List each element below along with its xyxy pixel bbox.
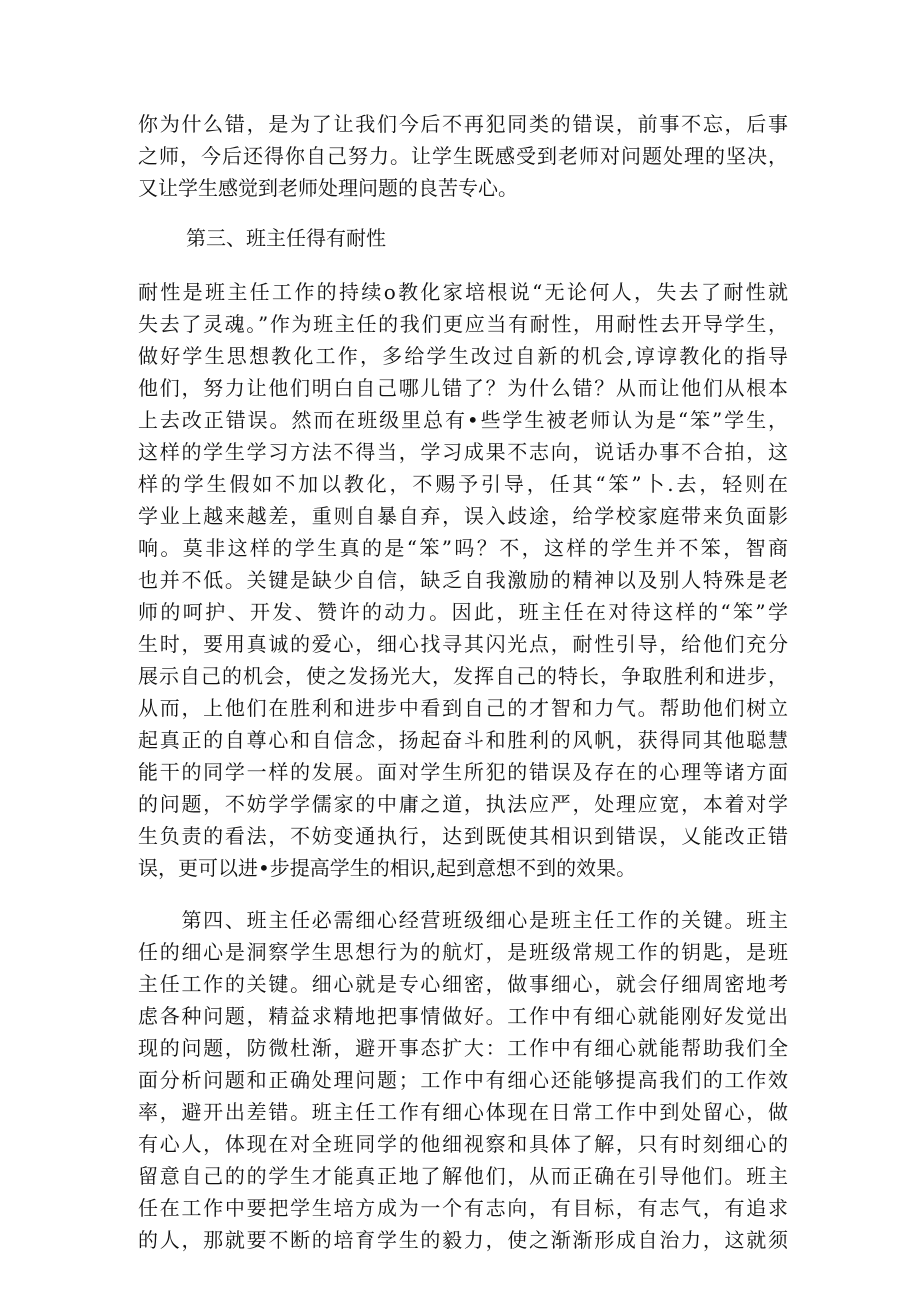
text-line: 他们，努力让他们明白自己哪儿错了？为什么错？从而让他们从根本 [138, 376, 788, 400]
text-line: 耐性是班主任工作的持续o教化家培根说“无论何人，失去了耐性就 [138, 280, 788, 304]
text-line: 面分析问题和正确处理问题；工作中有细心还能够提高我们的工作效 [138, 1068, 788, 1092]
text-line: 任的细心是洞察学生思想行为的航灯，是班级常规工作的钥匙，是班 [138, 940, 788, 964]
text-line: 又让学生感觉到老师处理问题的良苦专心。 [138, 176, 518, 200]
paragraph-2 [138, 276, 788, 884]
text-line: 生时，要用真诚的爱心，细心找寻其闪光点，耐性引导，给他们充分 [138, 632, 788, 656]
text-line: 从而，上他们在胜利和进步中看到自己的才智和力气。帮助他们树立 [138, 696, 788, 720]
text-line: 展示自己的机会，使之发扬光大，发挥自己的特长，争取胜利和进步， [138, 664, 788, 688]
text-line: 你为什么错，是为了让我们今后不再犯同类的错误，前事不忘，后事 [138, 112, 788, 136]
text-line: 起真正的自尊心和自信念，扬起奋斗和胜利的风帆，获得同其他聪慧 [138, 728, 788, 752]
text-line: 这样的学生学习方法不得当，学习成果不志向，说话办事不合拍，这 [138, 440, 788, 464]
text-line: 失去了灵魂。”作为班主任的我们更应当有耐性，用耐性去开导学生， [138, 312, 788, 336]
paragraph-3 [138, 904, 788, 1256]
section-3-heading: 第三、班主任得有耐性 [186, 226, 386, 250]
text-line: 师的呵护、开发、赞许的动力。因此，班主任在对待这样的“笨”学 [138, 600, 788, 624]
text-line: 样的学生假如不加以教化，不赐予引导，任其“笨”卜.去，轻则在 [138, 472, 788, 496]
text-line: 学业上越来越差，重则自暴自弃，误入歧途，给学校家庭带来负面影 [138, 504, 788, 528]
text-line: 留意自己的的学生才能真正地了解他们，从而正确在引导他们。班主 [138, 1164, 788, 1188]
text-line: 主任工作的关键。细心就是专心细密，做事细心，就会仔细周密地考 [138, 972, 788, 996]
text-line: 的人，那就要不断的培育学生的毅力，使之渐渐形成自治力，这就须 [138, 1228, 788, 1252]
text-line: 率，避开出差错。班主任工作有细心体现在日常工作中到处留心，做 [138, 1100, 788, 1124]
text-line: 也并不低。关键是缺少自信，缺乏自我激励的精神以及别人特殊是老 [138, 568, 788, 592]
text-line: 现的问题，防微杜渐，避开事态扩大：工作中有细心就能帮助我们全 [138, 1036, 788, 1060]
text-line: 响。莫非这样的学生真的是“笨”吗？不，这样的学生并不笨，智商 [138, 536, 788, 560]
text-line: 误，更可以进•步提高学生的相识,起到意想不到的效果。 [138, 856, 637, 880]
text-line: 有心人，体现在对全班同学的他细视察和具体了解，只有时刻细心的 [138, 1132, 788, 1156]
text-line: 第四、班主任必需细心经营班级细心是班主任工作的关键。班主 [138, 908, 788, 932]
paragraph-1 [138, 108, 788, 204]
text-line: 生负责的看法，不妨变通执行，达到既使其相识到错误，乂能改正错 [138, 824, 788, 848]
text-line: 的问题，不妨学学儒家的中庸之道，执法应严，处理应宽，本着对学 [138, 792, 788, 816]
text-line: 任在工作中要把学生培方成为一个有志向，有目标，有志气，有追求 [138, 1196, 788, 1220]
text-line: 虑各种问题，精益求精地把事情做好。工作中有细心就能刚好发觉出 [138, 1004, 788, 1028]
text-line: 上去改正错误。然而在班级里总有•些学生被老师认为是“笨”学生， [138, 408, 788, 432]
text-line: 能干的同学一样的发展。面对学生所犯的错误及存在的心理等诸方面 [138, 760, 788, 784]
text-line: 之师，今后还得你自己努力。让学生既感受到老师对问题处理的坚决， [138, 144, 788, 168]
text-line: 做好学生思想教化工作，多给学生改过自新的机会,谆谆教化的指导 [138, 344, 788, 368]
